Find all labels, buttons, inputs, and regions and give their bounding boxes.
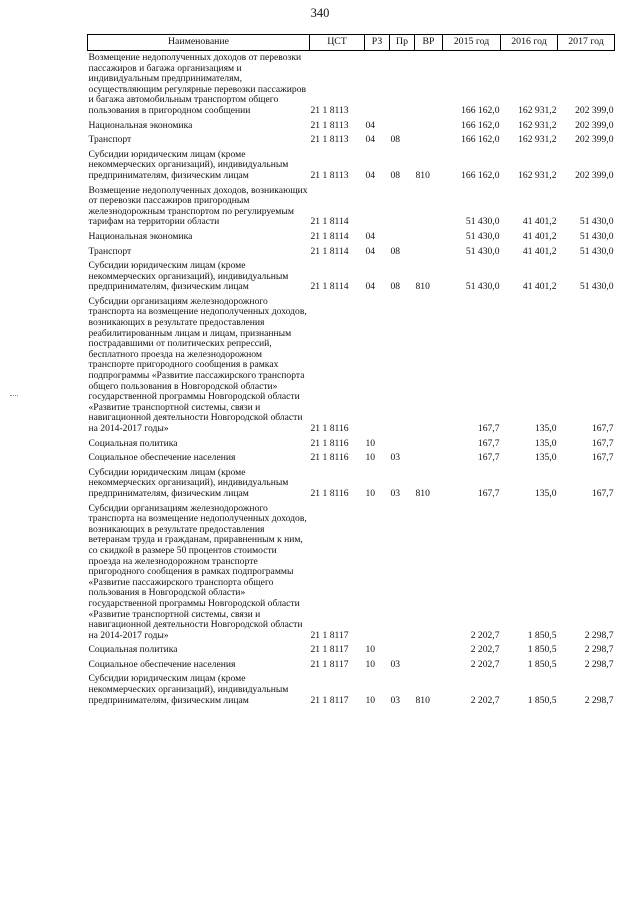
row-rz: 04 bbox=[365, 119, 376, 131]
table-row bbox=[88, 643, 615, 658]
row-cst: 21 1 8113 bbox=[310, 104, 349, 116]
table-body bbox=[88, 51, 615, 709]
row-2015: 167,7 bbox=[477, 423, 500, 434]
row-2017: 51 430,0 bbox=[579, 216, 614, 228]
row-vr bbox=[415, 295, 443, 437]
table-row bbox=[88, 133, 615, 148]
row-cst: 21 1 8114 bbox=[310, 245, 349, 257]
row-vr bbox=[415, 437, 443, 452]
row-name: Субсидии юридическим лицам (кроме некоммерческих организаций), индивидуальным предпринимателям, физическим лицам bbox=[88, 466, 289, 499]
row-vr: 810 bbox=[415, 694, 430, 706]
row-2016: 135,0 bbox=[534, 487, 557, 499]
row-cst: 21 1 8116 bbox=[310, 423, 349, 434]
row-2016: 1 850,5 bbox=[527, 658, 557, 670]
row-2015: 51 430,0 bbox=[465, 245, 500, 257]
header-2017: 2017 год bbox=[558, 35, 615, 51]
header-name: Наименование bbox=[88, 35, 310, 51]
row-cst: 21 1 8114 bbox=[310, 216, 349, 228]
row-2016: 1 850,5 bbox=[527, 644, 557, 656]
row-vr bbox=[415, 643, 443, 658]
row-vr: 810 bbox=[415, 169, 430, 181]
header-2015: 2015 год bbox=[443, 35, 501, 51]
row-pr: 03 bbox=[390, 694, 401, 706]
row-name: Субсидии юридическим лицам (кроме некоммерческих организаций), индивидуальным предпринимателям, физическим лицам bbox=[88, 148, 289, 181]
row-name: Субсидии организациям железнодорожного транспорта на возмещение недополученных доходов, возникающих в результате предоставления реабилитированным лицам и лицам, признанным пострадавшими от политических репрессий, бесплатного проезда на железнодорожном транспорте пригородного сообщения в рамках подпрограммы «Развитие пассажирского транспорта общего пользования в Новгородской области» государственной программы Новгородской области «Развитие транспортной системы, связи и навигационной деятельности Новгородской области на 2014-2017 годы» bbox=[88, 295, 307, 434]
row-2016: 41 401,2 bbox=[522, 216, 557, 228]
row-cst: 21 1 8117 bbox=[310, 694, 349, 706]
row-2015: 167,7 bbox=[477, 437, 500, 449]
row-2016: 162 931,2 bbox=[518, 169, 557, 181]
row-2016: 1 850,5 bbox=[527, 629, 557, 641]
header-vr: ВР bbox=[415, 35, 443, 51]
row-cst: 21 1 8117 bbox=[310, 658, 349, 670]
row-vr: 810 bbox=[415, 281, 430, 293]
row-2016: 135,0 bbox=[534, 437, 557, 449]
table-row bbox=[88, 502, 615, 644]
row-2017: 202 399,0 bbox=[575, 119, 614, 131]
row-2017: 202 399,0 bbox=[575, 169, 614, 181]
row-vr bbox=[415, 133, 443, 148]
row-2016: 162 931,2 bbox=[518, 104, 557, 116]
row-2015: 166 162,0 bbox=[461, 104, 500, 116]
table-row bbox=[88, 437, 615, 452]
row-rz: 04 bbox=[365, 281, 376, 293]
row-2017: 167,7 bbox=[591, 487, 614, 499]
row-rz: 04 bbox=[365, 169, 376, 181]
row-2017: 2 298,7 bbox=[584, 644, 614, 656]
margin-mark bbox=[10, 395, 18, 398]
row-2017: 167,7 bbox=[591, 437, 614, 449]
row-vr bbox=[415, 502, 443, 644]
row-rz: 10 bbox=[365, 694, 376, 706]
row-name: Социальное обеспечение населения bbox=[88, 658, 236, 670]
row-2017: 2 298,7 bbox=[584, 694, 614, 706]
row-2017: 202 399,0 bbox=[575, 104, 614, 116]
header-pr: Пр bbox=[390, 35, 415, 51]
row-name: Транспорт bbox=[88, 134, 132, 146]
row-cst: 21 1 8116 bbox=[310, 487, 349, 499]
row-vr: 810 bbox=[415, 487, 430, 499]
table-row bbox=[88, 259, 615, 295]
row-pr: 03 bbox=[390, 452, 401, 464]
row-cst: 21 1 8116 bbox=[310, 452, 349, 464]
row-rz: 10 bbox=[365, 658, 376, 670]
header-2016: 2016 год bbox=[501, 35, 558, 51]
row-2016: 41 401,2 bbox=[522, 245, 557, 257]
row-2017: 167,7 bbox=[591, 452, 614, 464]
row-pr: 08 bbox=[390, 169, 401, 181]
row-2015: 2 202,7 bbox=[470, 629, 500, 641]
row-2015: 166 162,0 bbox=[461, 134, 500, 146]
row-pr bbox=[390, 51, 415, 119]
row-2015: 167,7 bbox=[477, 452, 500, 464]
header-rz: РЗ bbox=[365, 35, 390, 51]
row-cst: 21 1 8113 bbox=[310, 134, 349, 146]
table-row bbox=[88, 184, 615, 230]
table-row bbox=[88, 658, 615, 673]
row-vr bbox=[415, 451, 443, 466]
row-vr bbox=[415, 119, 443, 134]
row-pr bbox=[390, 437, 415, 452]
budget-table bbox=[87, 34, 615, 708]
row-rz bbox=[365, 184, 390, 230]
table-row bbox=[88, 119, 615, 134]
row-name: Социальная политика bbox=[88, 437, 178, 449]
row-2016: 162 931,2 bbox=[518, 134, 557, 146]
row-name: Субсидии юридическим лицам (кроме некоммерческих организаций), индивидуальным предпринимателям, физическим лицам bbox=[88, 673, 289, 706]
row-pr: 08 bbox=[390, 134, 401, 146]
row-2016: 1 850,5 bbox=[527, 694, 557, 706]
table-row bbox=[88, 245, 615, 260]
row-2015: 2 202,7 bbox=[470, 644, 500, 656]
row-2017: 202 399,0 bbox=[575, 134, 614, 146]
row-2015: 51 430,0 bbox=[465, 230, 500, 242]
row-name: Транспорт bbox=[88, 245, 132, 257]
row-2015: 51 430,0 bbox=[465, 216, 500, 228]
row-name: Национальная экономика bbox=[88, 119, 193, 131]
row-2015: 2 202,7 bbox=[470, 658, 500, 670]
row-cst: 21 1 8116 bbox=[310, 437, 349, 449]
row-pr: 08 bbox=[390, 281, 401, 293]
row-name: Субсидии организациям железнодорожного транспорта на возмещение недополученных доходов, возникающих в результате предоставления ветеранам труда и гражданам, приравненным к ним, со скидкой в размере 50 процентов стоимости проезда на железнодорожном транспорте пригородного сообщения в рамках подпрограммы «Развитие пассажирского транспорта общего пользования в Новгородской области» государственной программы Новгородской области «Развитие транспортной системы, связи и навигационной деятельности Новгородской области на 2014-2017 годы» bbox=[88, 502, 307, 641]
row-pr bbox=[390, 184, 415, 230]
row-vr bbox=[415, 184, 443, 230]
row-2017: 167,7 bbox=[591, 423, 614, 434]
row-pr bbox=[390, 295, 415, 437]
table-header-row bbox=[88, 35, 615, 51]
row-2015: 167,7 bbox=[477, 487, 500, 499]
row-pr bbox=[390, 643, 415, 658]
row-rz bbox=[365, 295, 390, 437]
row-2016: 41 401,2 bbox=[522, 230, 557, 242]
row-cst: 21 1 8113 bbox=[310, 169, 349, 181]
row-rz: 04 bbox=[365, 230, 376, 242]
row-pr bbox=[390, 119, 415, 134]
row-2017: 51 430,0 bbox=[579, 230, 614, 242]
table-row bbox=[88, 295, 615, 437]
row-rz: 04 bbox=[365, 245, 376, 257]
row-2015: 166 162,0 bbox=[461, 169, 500, 181]
row-vr bbox=[415, 245, 443, 260]
table-row bbox=[88, 451, 615, 466]
table-row bbox=[88, 230, 615, 245]
row-rz: 10 bbox=[365, 437, 376, 449]
table-row bbox=[88, 466, 615, 502]
row-rz bbox=[365, 502, 390, 644]
row-rz: 10 bbox=[365, 452, 376, 464]
row-name: Субсидии юридическим лицам (кроме некоммерческих организаций), индивидуальным предпринимателям, физическим лицам bbox=[88, 260, 289, 293]
row-name: Возмещение недополученных доходов от перевозки пассажиров и багажа организациям и индивидуальным предпринимателям, осуществляющим регулярные перевозки пассажиров и багажа автомобильным транспортом общего пользования в пригородном сообщении bbox=[88, 52, 307, 116]
row-2016: 162 931,2 bbox=[518, 119, 557, 131]
row-name: Национальная экономика bbox=[88, 230, 193, 242]
row-2015: 166 162,0 bbox=[461, 119, 500, 131]
header-cst: ЦСТ bbox=[310, 35, 365, 51]
row-vr bbox=[415, 51, 443, 119]
row-pr: 03 bbox=[390, 487, 401, 499]
page-number: 340 bbox=[310, 6, 330, 20]
row-pr: 03 bbox=[390, 658, 401, 670]
row-2015: 2 202,7 bbox=[470, 694, 500, 706]
row-2017: 51 430,0 bbox=[579, 281, 614, 293]
row-cst: 21 1 8117 bbox=[310, 644, 349, 656]
row-name: Социальное обеспечение населения bbox=[88, 452, 236, 464]
row-pr bbox=[390, 502, 415, 644]
row-cst: 21 1 8113 bbox=[310, 119, 349, 131]
row-pr: 08 bbox=[390, 245, 401, 257]
row-cst: 21 1 8114 bbox=[310, 281, 349, 293]
row-rz bbox=[365, 51, 390, 119]
row-rz: 10 bbox=[365, 644, 376, 656]
row-rz: 04 bbox=[365, 134, 376, 146]
table-row bbox=[88, 672, 615, 708]
row-name: Социальная политика bbox=[88, 644, 178, 656]
table-row bbox=[88, 51, 615, 119]
row-name: Возмещение недополученных доходов, возникающих от перевозки пассажиров пригородным железнодорожным транспортом по регулируемым тарифам на территории области bbox=[88, 184, 308, 228]
row-2016: 135,0 bbox=[534, 423, 557, 434]
row-2015: 51 430,0 bbox=[465, 281, 500, 293]
row-2017: 51 430,0 bbox=[579, 245, 614, 257]
row-2016: 135,0 bbox=[534, 452, 557, 464]
row-vr bbox=[415, 658, 443, 673]
row-rz: 10 bbox=[365, 487, 376, 499]
row-cst: 21 1 8117 bbox=[310, 629, 349, 641]
row-vr bbox=[415, 230, 443, 245]
row-2017: 2 298,7 bbox=[584, 629, 614, 641]
table-row bbox=[88, 148, 615, 184]
row-2017: 2 298,7 bbox=[584, 658, 614, 670]
row-cst: 21 1 8114 bbox=[310, 230, 349, 242]
row-2016: 41 401,2 bbox=[522, 281, 557, 293]
row-pr bbox=[390, 230, 415, 245]
